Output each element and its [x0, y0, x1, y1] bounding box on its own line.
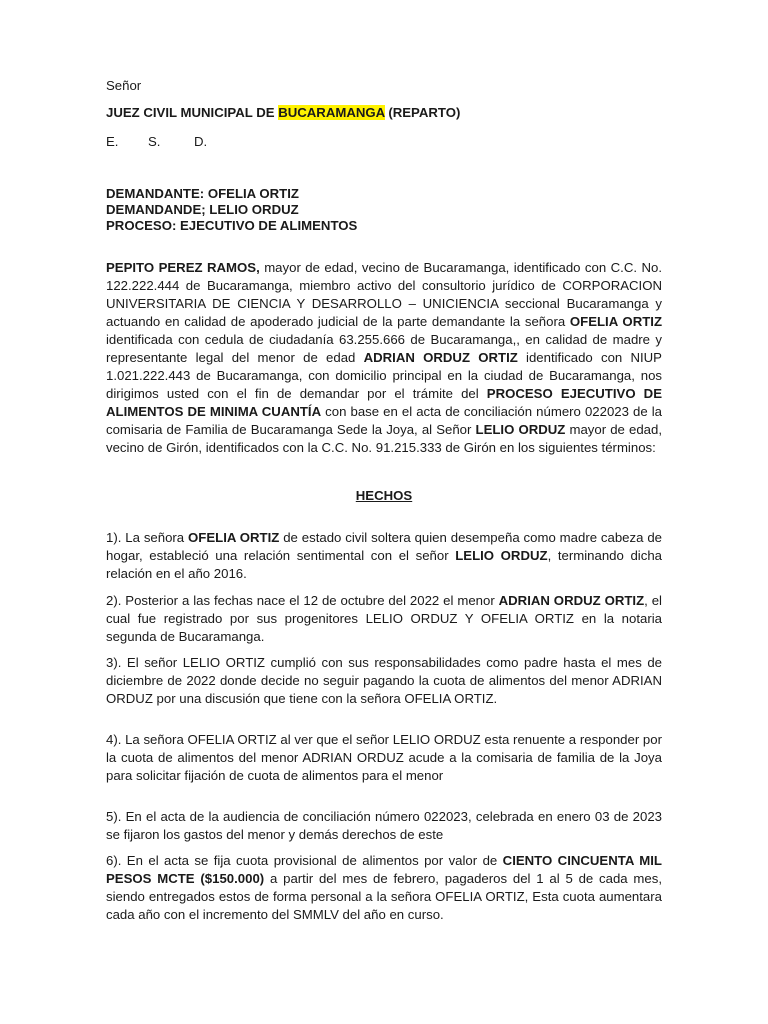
addressee-suffix: (REPARTO): [384, 105, 461, 120]
hecho-3: 3). El señor LELIO ORTIZ cumplió con sus responsabilidades como padre hasta el mes de diciembre de 2022 donde decide no seguir pagando la cuota de alimentos del menor ADRIAN ORDUZ por una discusión que tiene con la señora OFELIA ORTIZ.: [106, 655, 662, 706]
hecho-1: [106, 529, 662, 583]
defendant-name: LELIO ORDUZ: [475, 422, 566, 437]
intro-text-1: mayor de edad, vecino de Bucaramanga, identificado con C.C. No. 122.222.444 de Bucaramanga, miembro activo del consultorio jurídico de CORPORACION UNIVERSITARIA DE CIENCIA Y DESARROLLO – UNICIENCIA seccional Bucaramanga y actuando en calidad de apoderado judicial de la parte demandante la señora: [106, 260, 662, 329]
hecho-1-text-3: , terminando dicha relación en el año 2016.: [106, 548, 662, 581]
intro-text-2: identificada con cedula de ciudadanía 63.255.666 de Bucaramanga,, en calidad de madre y representante legal del menor de edad: [106, 332, 662, 365]
minor-name: ADRIAN ORDUZ ORTIZ: [363, 350, 518, 365]
hecho-4: 4). La señora OFELIA ORTIZ al ver que el señor LELIO ORDUZ esta renuente a responder por la cuota de alimentos del menor ADRIAN ORDUZ acude a la comisaria de familia de la Joya para solicitar fijación de cuota de alimentos para el menor: [106, 732, 662, 783]
plaintiff-name: OFELIA ORTIZ: [569, 314, 662, 329]
demandado-line: DEMANDANDE; LELIO ORDUZ: [106, 202, 299, 217]
intro-text-4: con base en el acta de conciliación número 022023 de la comisaria de Familia de Bucaramanga Sede la Joya, al Señor: [106, 404, 662, 437]
hechos-heading: HECHOS: [355, 488, 413, 503]
intro-text-5: mayor de edad, vecino de Girón, identificados con la C.C. No. 91.215.333 de Girón en los siguientes términos:: [106, 422, 662, 455]
attorney-name: PEPITO PEREZ RAMOS,: [106, 260, 260, 275]
hecho-6-text-1: 6). En el acta se fija cuota provisional de alimentos por valor de: [106, 853, 503, 868]
process-type: PROCESO EJECUTIVO DE ALIMENTOS DE MINIMA CUANTÍA: [106, 386, 662, 419]
intro-text-3: identificado con NIUP 1.021.222.443 de Bucaramanga, con domicilio principal en la ciudad de Bucaramanga, nos dirigimos usted con el fin de demandar por el trámite del: [106, 350, 662, 401]
hecho-5: 5). En el acta de la audiencia de conciliación número 022023, celebrada en enero 03 de 2023 se fijaron los gastos del menor y demás derechos de este: [106, 809, 662, 842]
esd-e: E.: [106, 134, 119, 149]
hecho-6-text-2: a partir del mes de febrero, pagaderos del 1 al 5 de cada mes, siendo entregados estos de forma personal a la señora OFELIA ORTIZ, Esta cuota aumentara cada año con el incremento del SMMLV del año en curso.: [106, 871, 662, 922]
esd-d: D.: [194, 134, 208, 149]
hecho-6: [106, 852, 662, 924]
esd-line: [106, 133, 207, 151]
hecho-2: [106, 592, 662, 646]
demandante-line: DEMANDANTE: OFELIA ORTIZ: [106, 186, 299, 201]
hecho-2-text-2: , el cual fue registrado por sus progenitores LELIO ORDUZ Y OFELIA ORTIZ en la notaria segunda de Bucaramanga.: [106, 593, 662, 644]
salutation: Señor: [106, 78, 142, 93]
hecho-1-bold-1: OFELIA ORTIZ: [188, 530, 280, 545]
hecho-6-amount: CIENTO CINCUENTA MIL PESOS MCTE ($150.000): [106, 853, 662, 886]
hecho-1-text-2: de estado civil soltera quien desempeña como madre cabeza de hogar, estableció una relación sentimental con el señor: [106, 530, 662, 563]
addressee: [106, 104, 460, 122]
proceso-line: PROCESO: EJECUTIVO DE ALIMENTOS: [106, 218, 358, 233]
intro-paragraph: [106, 259, 662, 457]
hecho-1-bold-2: LELIO ORDUZ: [455, 548, 548, 563]
hecho-1-text-1: 1). La señora: [106, 530, 189, 545]
hecho-2-text-1: 2). Posterior a las fechas nace el 12 de octubre del 2022 el menor: [106, 593, 499, 608]
hecho-2-bold-1: ADRIAN ORDUZ ORTIZ: [498, 593, 645, 608]
esd-s: S.: [148, 134, 161, 149]
addressee-city-highlighted: BUCARAMANGA: [278, 105, 385, 120]
addressee-prefix: JUEZ CIVIL MUNICIPAL DE: [106, 105, 279, 120]
